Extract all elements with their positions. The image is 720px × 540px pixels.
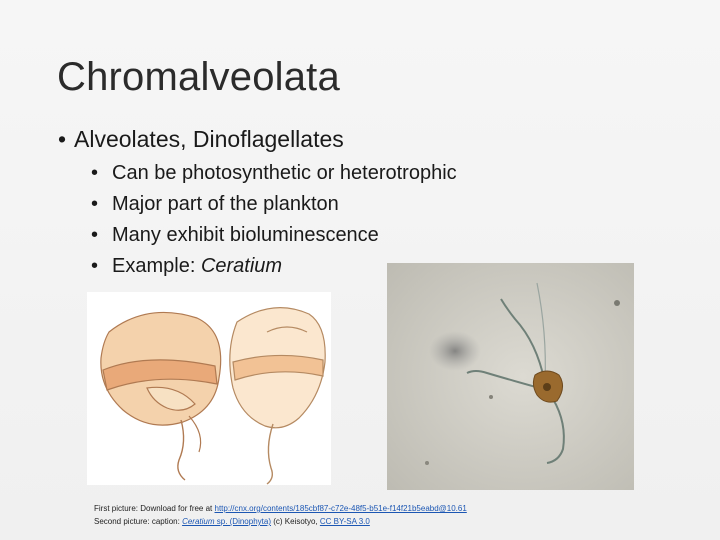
- license-link[interactable]: CC BY-SA 3.0: [319, 517, 370, 526]
- caption-text: First picture: Download for free at: [94, 504, 215, 513]
- sub-bullet-text: Many exhibit bioluminescence: [112, 224, 379, 246]
- source-link-ceratium[interactable]: [182, 517, 271, 526]
- bullet-glyph: •: [91, 162, 99, 184]
- sub-bullet-text: Example:: [112, 255, 201, 277]
- ceratium-micrograph: [387, 263, 634, 490]
- caption-text: Second picture: caption:: [94, 517, 183, 526]
- caption-line-1: [94, 502, 467, 515]
- sub-bullet-text: Can be photosynthetic or heterotrophic: [112, 162, 457, 184]
- image-credits: [94, 502, 467, 528]
- genus-name: Ceratium: [200, 255, 283, 277]
- slide-title: Chromalveolata: [57, 55, 340, 99]
- sub-bullet: [91, 222, 457, 253]
- caption-text: (c) Keisotyo,: [270, 517, 320, 526]
- dinoflagellate-drawing-svg: [87, 292, 331, 485]
- sub-bullet: [91, 160, 457, 191]
- main-bullet-text: Alveolates, Dinoflagellates: [74, 126, 344, 152]
- source-link-openstax[interactable]: http://cnx.org/contents/185cbf87-c72e-48f5-b51e-f14f21b5eabd@10.61: [214, 504, 467, 513]
- bullet-glyph: •: [91, 193, 99, 215]
- cell-right: [230, 308, 325, 484]
- bullet-glyph: •: [91, 255, 99, 277]
- ceratium-micrograph-svg: [387, 263, 634, 490]
- sub-bullet: [91, 191, 457, 222]
- bullet-glyph: •: [58, 126, 67, 152]
- caption-line-2: [94, 515, 467, 528]
- bullet-glyph: •: [91, 224, 99, 246]
- sub-bullet-text: Major part of the plankton: [112, 193, 339, 215]
- main-bullet: [58, 126, 344, 153]
- caption-link-text: sp. (Dinophyta): [214, 517, 271, 526]
- caption-genus: Ceratium: [182, 517, 215, 526]
- dinoflagellate-drawing: [87, 292, 331, 485]
- cell-left: [101, 312, 221, 480]
